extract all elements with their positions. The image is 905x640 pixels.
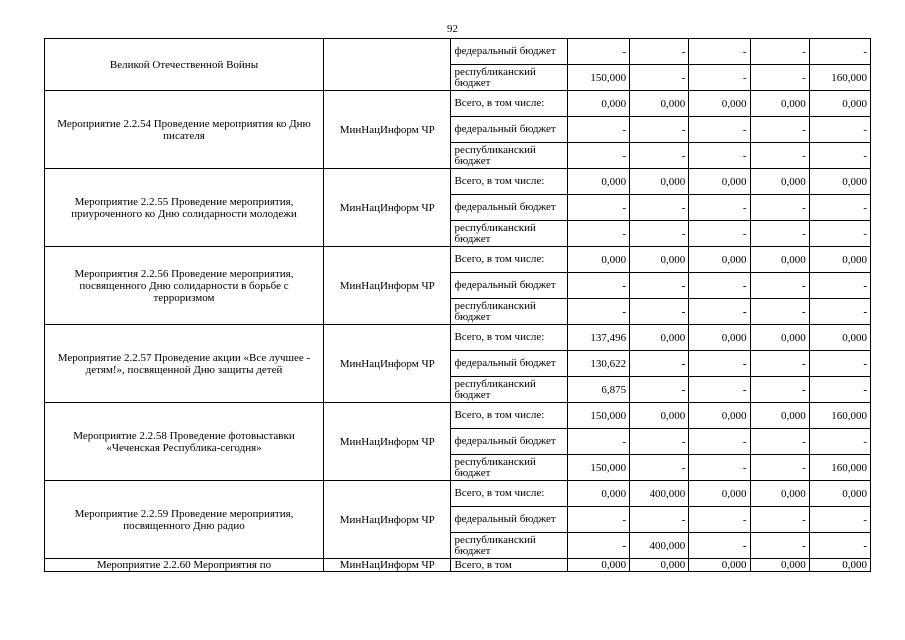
source-label: Всего, в том xyxy=(451,559,567,572)
value-cell: 0,000 xyxy=(750,481,809,507)
source-label: федеральный бюджет xyxy=(451,351,567,377)
table-row xyxy=(45,559,871,572)
value-cell: 0,000 xyxy=(630,559,689,572)
value-cell: - xyxy=(630,351,689,377)
source-label: Всего, в том числе: xyxy=(451,247,567,273)
event-name: Великой Отечественной Войны xyxy=(45,39,324,91)
value-cell: - xyxy=(689,377,750,403)
value-cell: - xyxy=(689,117,750,143)
value-cell: - xyxy=(567,195,629,221)
value-cell: - xyxy=(689,195,750,221)
value-cell: - xyxy=(750,221,809,247)
value-cell: 0,000 xyxy=(689,481,750,507)
executor-cell: МинНацИнформ ЧР xyxy=(324,247,451,325)
value-cell: 0,000 xyxy=(567,481,629,507)
value-cell: 0,000 xyxy=(567,91,629,117)
value-cell: - xyxy=(567,273,629,299)
source-label: республиканский бюджет xyxy=(451,143,567,169)
value-cell: - xyxy=(750,65,809,91)
value-cell: 0,000 xyxy=(689,403,750,429)
source-label: республиканский бюджет xyxy=(451,299,567,325)
source-label: федеральный бюджет xyxy=(451,273,567,299)
event-name: Мероприятия 2.2.56 Проведение мероприятия, посвященного Дню солидарности в борьбе с терроризмом xyxy=(45,247,324,325)
value-cell: - xyxy=(630,377,689,403)
value-cell: - xyxy=(630,429,689,455)
source-label: федеральный бюджет xyxy=(451,507,567,533)
executor-cell: МинНацИнформ ЧР xyxy=(324,403,451,481)
value-cell: - xyxy=(689,143,750,169)
value-cell: 400,000 xyxy=(630,481,689,507)
value-cell: 0,000 xyxy=(630,325,689,351)
value-cell: 400,000 xyxy=(630,533,689,559)
value-cell: - xyxy=(750,377,809,403)
value-cell: - xyxy=(630,273,689,299)
value-cell: - xyxy=(809,117,870,143)
source-label: республиканский бюджет xyxy=(451,455,567,481)
value-cell: - xyxy=(809,299,870,325)
value-cell: - xyxy=(567,429,629,455)
value-cell: 160,000 xyxy=(809,65,870,91)
event-name: Мероприятие 2.2.54 Проведение мероприятия ко Дню писателя xyxy=(45,91,324,169)
source-label: республиканский бюджет xyxy=(451,377,567,403)
value-cell: 0,000 xyxy=(689,325,750,351)
source-label: Всего, в том числе: xyxy=(451,481,567,507)
value-cell: - xyxy=(689,273,750,299)
source-label: федеральный бюджет xyxy=(451,195,567,221)
value-cell: 0,000 xyxy=(630,91,689,117)
value-cell: 0,000 xyxy=(750,559,809,572)
source-label: федеральный бюджет xyxy=(451,117,567,143)
value-cell: - xyxy=(750,39,809,65)
value-cell: - xyxy=(750,429,809,455)
value-cell: 0,000 xyxy=(630,403,689,429)
source-label: республиканский бюджет xyxy=(451,65,567,91)
event-name: Мероприятие 2.2.59 Проведение мероприятия, посвященного Дню радио xyxy=(45,481,324,559)
value-cell: 0,000 xyxy=(750,91,809,117)
value-cell: - xyxy=(750,195,809,221)
table-row xyxy=(45,247,871,273)
value-cell: - xyxy=(567,39,629,65)
executor-cell: МинНацИнформ ЧР xyxy=(324,325,451,403)
budget-table xyxy=(44,38,871,572)
value-cell: 150,000 xyxy=(567,455,629,481)
value-cell: - xyxy=(809,351,870,377)
event-name: Мероприятие 2.2.57 Проведение акции «Все лучшее - детям!», посвященной Дню защиты детей xyxy=(45,325,324,403)
value-cell: - xyxy=(809,143,870,169)
page-number: 92 xyxy=(447,23,458,35)
value-cell: - xyxy=(630,195,689,221)
executor-cell: МинНацИнформ ЧР xyxy=(324,91,451,169)
value-cell: - xyxy=(630,299,689,325)
value-cell: - xyxy=(809,39,870,65)
value-cell: 0,000 xyxy=(630,247,689,273)
value-cell: - xyxy=(567,299,629,325)
value-cell: 150,000 xyxy=(567,65,629,91)
value-cell: - xyxy=(567,507,629,533)
source-label: республиканский бюджет xyxy=(451,221,567,247)
value-cell: 6,875 xyxy=(567,377,629,403)
value-cell: 0,000 xyxy=(750,169,809,195)
value-cell: - xyxy=(689,351,750,377)
value-cell: - xyxy=(567,533,629,559)
value-cell: 0,000 xyxy=(567,559,629,572)
table-row xyxy=(45,39,871,65)
value-cell: - xyxy=(567,117,629,143)
event-name: Мероприятие 2.2.60 Мероприятия по xyxy=(45,559,324,572)
value-cell: - xyxy=(809,221,870,247)
value-cell: 0,000 xyxy=(689,559,750,572)
value-cell: 0,000 xyxy=(689,91,750,117)
table-row xyxy=(45,403,871,429)
value-cell: 0,000 xyxy=(689,247,750,273)
source-label: Всего, в том числе: xyxy=(451,403,567,429)
value-cell: 0,000 xyxy=(630,169,689,195)
value-cell: - xyxy=(567,221,629,247)
value-cell: - xyxy=(689,507,750,533)
value-cell: 0,000 xyxy=(567,247,629,273)
value-cell: - xyxy=(630,65,689,91)
source-label: Всего, в том числе: xyxy=(451,325,567,351)
executor-cell: МинНацИнформ ЧР xyxy=(324,481,451,559)
table-row xyxy=(45,325,871,351)
source-label: федеральный бюджет xyxy=(451,429,567,455)
table-row xyxy=(45,91,871,117)
value-cell: - xyxy=(750,273,809,299)
source-label: Всего, в том числе: xyxy=(451,169,567,195)
executor-cell: МинНацИнформ ЧР xyxy=(324,559,451,572)
value-cell: 130,622 xyxy=(567,351,629,377)
value-cell: 0,000 xyxy=(809,247,870,273)
value-cell: - xyxy=(750,351,809,377)
value-cell: 0,000 xyxy=(809,91,870,117)
value-cell: - xyxy=(809,533,870,559)
value-cell: 0,000 xyxy=(567,169,629,195)
value-cell: 0,000 xyxy=(809,169,870,195)
value-cell: 0,000 xyxy=(750,403,809,429)
value-cell: - xyxy=(809,507,870,533)
table-row xyxy=(45,481,871,507)
value-cell: - xyxy=(630,221,689,247)
value-cell: - xyxy=(630,455,689,481)
value-cell: - xyxy=(689,221,750,247)
value-cell: - xyxy=(689,39,750,65)
value-cell: - xyxy=(689,65,750,91)
value-cell: - xyxy=(750,143,809,169)
source-label: республиканский бюджет xyxy=(451,533,567,559)
value-cell: 0,000 xyxy=(809,559,870,572)
value-cell: 0,000 xyxy=(750,247,809,273)
value-cell: - xyxy=(750,533,809,559)
value-cell: - xyxy=(630,117,689,143)
value-cell: - xyxy=(689,429,750,455)
executor-cell: МинНацИнформ ЧР xyxy=(324,169,451,247)
value-cell: - xyxy=(689,455,750,481)
table-row xyxy=(45,169,871,195)
value-cell: - xyxy=(809,195,870,221)
value-cell: - xyxy=(750,299,809,325)
value-cell: - xyxy=(567,143,629,169)
value-cell: - xyxy=(630,507,689,533)
value-cell: - xyxy=(689,299,750,325)
value-cell: 0,000 xyxy=(750,325,809,351)
value-cell: 160,000 xyxy=(809,403,870,429)
value-cell: - xyxy=(809,377,870,403)
value-cell: 150,000 xyxy=(567,403,629,429)
value-cell: 0,000 xyxy=(689,169,750,195)
value-cell: - xyxy=(689,533,750,559)
value-cell: - xyxy=(630,143,689,169)
value-cell: - xyxy=(630,39,689,65)
event-name: Мероприятие 2.2.55 Проведение мероприятия, приуроченного ко Дню солидарности молодежи xyxy=(45,169,324,247)
value-cell: - xyxy=(809,429,870,455)
source-label: Всего, в том числе: xyxy=(451,91,567,117)
value-cell: - xyxy=(750,455,809,481)
value-cell: 0,000 xyxy=(809,325,870,351)
executor-cell xyxy=(324,39,451,91)
value-cell: - xyxy=(750,507,809,533)
source-label: федеральный бюджет xyxy=(451,39,567,65)
value-cell: 0,000 xyxy=(809,481,870,507)
value-cell: - xyxy=(809,273,870,299)
event-name: Мероприятие 2.2.58 Проведение фотовыставки «Чеченская Республика-сегодня» xyxy=(45,403,324,481)
value-cell: - xyxy=(750,117,809,143)
value-cell: 137,496 xyxy=(567,325,629,351)
value-cell: 160,000 xyxy=(809,455,870,481)
